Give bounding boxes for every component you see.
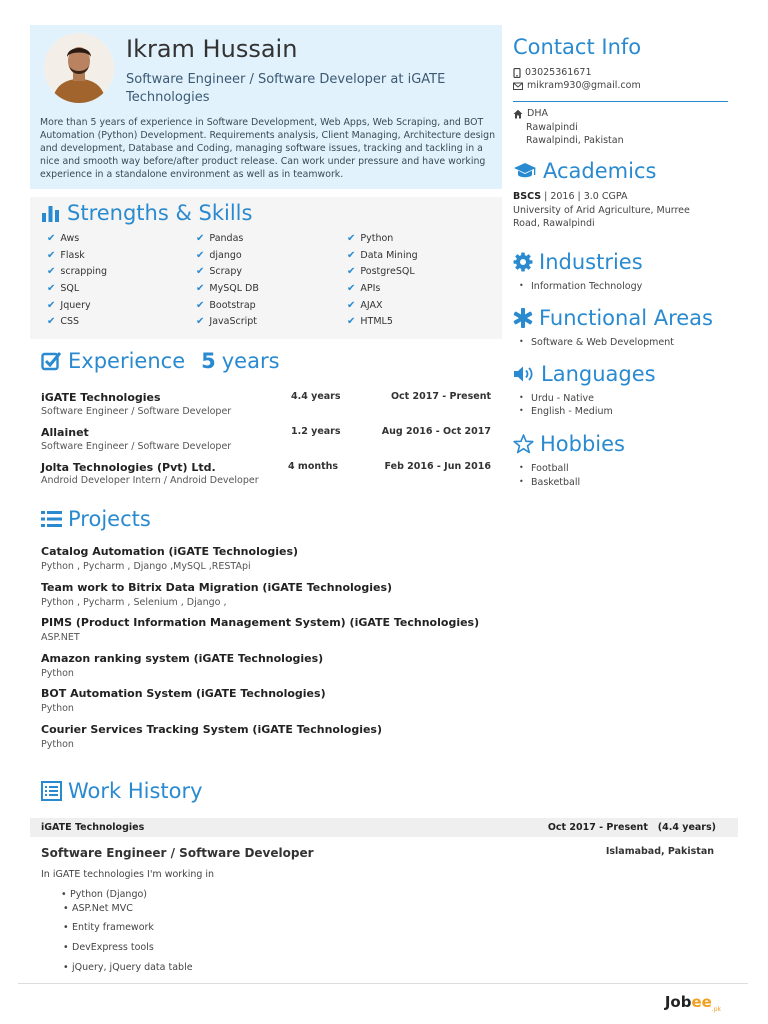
check-icon: ✔: [347, 316, 356, 327]
skill-item: ✔ Flask: [47, 250, 85, 261]
check-icon: ✔: [196, 233, 205, 244]
list-alt-icon: [41, 781, 62, 801]
skill-item: ✔ AJAX: [347, 300, 383, 311]
work-history-position: Software Engineer / Software Developer: [41, 846, 314, 860]
project-title: Courier Services Tracking System (iGATE Technologies): [41, 723, 382, 736]
experience-years-number: 5: [201, 349, 216, 373]
skill-item: ✔ MySQL DB: [196, 283, 259, 294]
contact-address-line1: DHA: [527, 108, 548, 119]
experience-role: Software Engineer / Software Developer: [41, 441, 232, 452]
project-stack: Python: [41, 703, 74, 714]
contact-phone-row: [513, 67, 592, 78]
experience-duration: 4.4 years: [291, 391, 341, 402]
academics-institute-line1: University of Arid Agriculture, Murree: [513, 205, 690, 216]
hobbies-title: Hobbies: [540, 432, 625, 456]
profile-photo: [44, 33, 114, 103]
skills-title: Strengths & Skills: [67, 201, 253, 225]
skill-item: ✔ Aws: [47, 233, 80, 244]
experience-role: Software Engineer / Software Developer: [41, 406, 232, 417]
contact-heading: [513, 35, 641, 59]
contact-address-line3: Rawalpindi, Pakistan: [526, 135, 624, 146]
footer-divider: [18, 983, 748, 984]
check-icon: ✔: [47, 300, 56, 311]
industry-item: • Information Technology: [531, 281, 642, 292]
check-icon: ✔: [196, 316, 205, 327]
volume-icon: [513, 365, 535, 383]
experience-duration: 1.2 years: [291, 426, 341, 437]
experience-dates: Feb 2016 - Jun 2016: [384, 461, 491, 472]
work-history-bullet: • Python (Django): [70, 889, 147, 900]
check-icon: ✔: [47, 233, 56, 244]
project-title: Amazon ranking system (iGATE Technologies): [41, 652, 324, 665]
skill-item: ✔ Python: [347, 233, 394, 244]
contact-address-line2: Rawalpindi: [526, 122, 578, 133]
check-icon: ✔: [47, 283, 56, 294]
academics-details: | 2016 | 3.0 CGPA: [541, 191, 628, 202]
hobbies-heading: [513, 432, 625, 456]
skill-item: ✔ CSS: [47, 316, 80, 327]
skill-item: ✔ JavaScript: [196, 316, 258, 327]
skill-item: ✔ Scrapy: [196, 266, 243, 277]
experience-duration: 4 months: [288, 461, 339, 472]
work-history-title: Work History: [68, 779, 203, 803]
academics-degree: BSCS: [513, 191, 542, 202]
graduation-cap-icon: [513, 162, 537, 180]
contact-title: Contact Info: [513, 35, 642, 59]
work-history-heading: [41, 779, 203, 803]
skill-item: ✔ HTML5: [347, 316, 393, 327]
bar-chart-icon: [41, 204, 61, 222]
profile-summary: More than 5 years of experience in Software Development, Web Apps, Web Scraping, and BOT Automation (Python) Development. Requirements analysis, Client Managing, Architecture design and development, Database and Coding, managing software issues, tracking and tackling in a nice and smooth way before/after product release. Can work under pressure and have working experience in a standalone environment as well as in teamwork.: [40, 117, 496, 181]
experience-dates: Aug 2016 - Oct 2017: [381, 426, 491, 437]
industries-title: Industries: [539, 250, 643, 274]
list-icon: [41, 510, 62, 528]
check-icon: ✔: [347, 283, 356, 294]
language-item: • Urdu - Native: [531, 393, 594, 404]
experience-title: Experience: [68, 349, 186, 373]
jobee-logo: Jobee$_{.pk}$: [664, 993, 721, 1013]
check-icon: ✔: [47, 316, 56, 327]
check-icon: ✔: [47, 250, 56, 261]
projects-heading: [41, 507, 151, 531]
gear-icon: [513, 252, 533, 272]
experience-company: Allainet: [41, 426, 89, 439]
check-icon: ✔: [196, 266, 205, 277]
check-icon: ✔: [347, 300, 356, 311]
language-item: • English - Medium: [531, 406, 613, 417]
work-history-dates: Oct 2017 - Present (4.4 years): [547, 822, 716, 833]
project-stack: Python , Pycharm , Django ,MySQL ,RESTApi: [41, 561, 251, 572]
star-icon: [513, 434, 534, 454]
experience-company: Jolta Technologies (Pvt) Ltd.: [41, 461, 216, 474]
skill-item: ✔ scrapping: [47, 266, 108, 277]
academics-heading: [513, 159, 656, 183]
work-history-location: Islamabad, Pakistan: [605, 846, 714, 857]
projects-title: Projects: [68, 507, 151, 531]
languages-title: Languages: [541, 362, 656, 386]
hobby-item: • Basketball: [531, 477, 580, 488]
asterisk-icon: [513, 308, 533, 328]
functional-area-item: • Software & Web Development: [531, 337, 674, 348]
work-history-bullet: • ASP.Net MVC: [72, 903, 133, 914]
experience-role: Android Developer Intern / Android Developer: [41, 475, 259, 486]
work-history-description: In iGATE technologies I'm working in: [41, 869, 215, 880]
project-title: Catalog Automation (iGATE Technologies): [41, 545, 299, 558]
checkbox-icon: [41, 351, 62, 371]
contact-address-row: [513, 108, 548, 119]
project-title: BOT Automation System (iGATE Technologies): [41, 687, 326, 700]
skill-item: ✔ SQL: [47, 283, 80, 294]
skill-item: ✔ Data Mining: [347, 250, 418, 261]
project-stack: Python , Pycharm , Selenium , Django ,: [41, 597, 227, 608]
profile-header: [30, 25, 502, 189]
academics-institute-line2: Road, Rawalpindi: [513, 218, 595, 229]
contact-phone: 03025361671: [525, 67, 592, 78]
hobby-item: • Football: [531, 463, 569, 474]
check-icon: ✔: [347, 250, 356, 261]
check-icon: ✔: [47, 266, 56, 277]
functional-areas-title: Functional Areas: [539, 306, 713, 330]
contact-email[interactable]: mikram930@gmail.com: [527, 80, 641, 91]
work-history-company: iGATE Technologies: [41, 822, 145, 833]
work-history-bullet: • Entity framework: [72, 922, 154, 933]
project-stack: Python: [41, 739, 74, 750]
academics-title: Academics: [543, 159, 657, 183]
project-title: Team work to Bitrix Data Migration (iGATE Technologies): [41, 581, 393, 594]
avatar: [44, 33, 114, 103]
functional-areas-heading: [513, 306, 713, 330]
skill-item: ✔ PostgreSQL: [347, 266, 415, 277]
academics-degree-row: [513, 191, 627, 202]
experience-company: iGATE Technologies: [41, 391, 161, 404]
skill-item: ✔ Pandas: [196, 233, 244, 244]
candidate-headline: Software Engineer / Software Developer at iGATE Technologies: [126, 72, 446, 105]
project-stack: ASP.NET: [41, 632, 80, 643]
mobile-icon: [513, 68, 521, 78]
skill-item: ✔ django: [196, 250, 242, 261]
check-icon: ✔: [347, 233, 356, 244]
home-icon: [513, 109, 523, 119]
project-title: PIMS (Product Information Management System) (iGATE Technologies): [41, 616, 480, 629]
experience-heading: [41, 349, 280, 373]
experience-dates: Oct 2017 - Present: [390, 391, 491, 402]
skill-item: ✔ APIs: [347, 283, 381, 294]
work-history-bullet: • DevExpress tools: [72, 942, 154, 953]
check-icon: ✔: [196, 283, 205, 294]
check-icon: ✔: [196, 300, 205, 311]
project-stack: Python: [41, 668, 74, 679]
skill-item: ✔ Bootstrap: [196, 300, 256, 311]
industries-heading: [513, 250, 643, 274]
skills-heading: [41, 201, 252, 225]
envelope-icon: [513, 81, 523, 91]
skill-item: ✔ Jquery: [47, 300, 91, 311]
experience-years-word: years: [221, 349, 280, 373]
check-icon: ✔: [347, 266, 356, 277]
contact-divider: [513, 101, 728, 102]
contact-email-row: [513, 80, 641, 91]
languages-heading: [513, 362, 656, 386]
work-history-bullet: • jQuery, jQuery data table: [72, 962, 193, 973]
candidate-name: Ikram Hussain: [126, 35, 298, 63]
check-icon: ✔: [196, 250, 205, 261]
